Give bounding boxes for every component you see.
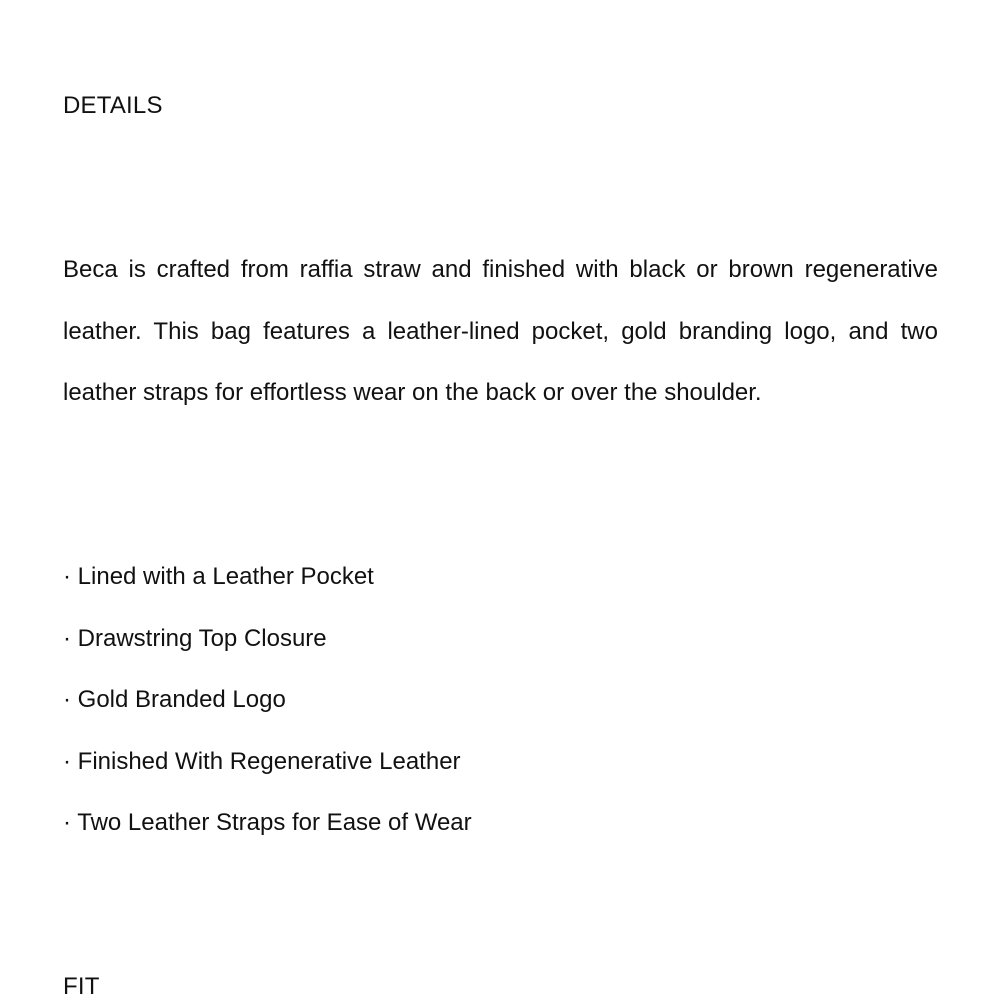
feature-item: · Two Leather Straps for Ease of Wear	[63, 809, 472, 836]
details-heading: DETAILS	[63, 92, 163, 119]
feature-item: · Lined with a Leather Pocket	[63, 563, 374, 590]
fit-heading: FIT	[63, 973, 100, 1000]
feature-item: · Drawstring Top Closure	[63, 624, 327, 652]
feature-list	[63, 546, 472, 854]
feature-item: · Finished With Regenerative Leather	[63, 747, 461, 775]
feature-item: · Gold Branded Logo	[63, 686, 286, 713]
product-description: Beca is crafted from raffia straw and finished with black or brown regenerative leather. This bag features a leather-lined pocket, gold branding logo, and two leather straps for effortless wear on the back or over the shoulder.	[63, 256, 938, 406]
